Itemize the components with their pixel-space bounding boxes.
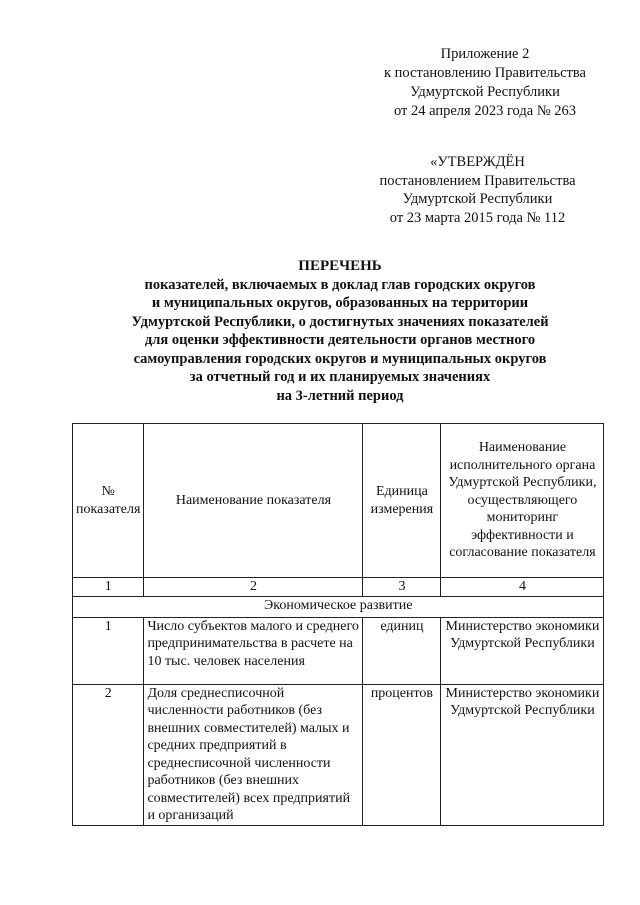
- table-row: [73, 684, 604, 825]
- header-num: № показателя: [73, 424, 144, 578]
- approved-line-1: «УТВЕРЖДЁН: [430, 154, 525, 170]
- table-row: [73, 617, 604, 684]
- row-num: 2: [73, 684, 144, 825]
- approved-line-3: Удмуртской Республики: [402, 191, 553, 207]
- approval-stamp-block: [345, 153, 610, 227]
- index-cell: 4: [441, 578, 604, 597]
- row-org: Министерство экономики Удмуртской Республики: [441, 684, 604, 825]
- document-title: [70, 257, 610, 405]
- annex-line-4: от 24 апреля 2023 года № 263: [393, 103, 577, 119]
- annex-line-2: к постановлению Правительства: [384, 65, 586, 81]
- row-num: 1: [73, 617, 144, 684]
- index-cell: 1: [73, 578, 144, 597]
- title-line: Удмуртской Республики, о достигнутых значениях показателей: [131, 313, 549, 330]
- title-line: показателей, включаемых в доклад глав городских округов: [144, 276, 536, 293]
- title-line: для оценки эффективности деятельности органов местного: [144, 332, 536, 348]
- index-cell: 3: [363, 578, 441, 597]
- annex-line-3: Удмуртской Республики: [410, 84, 560, 100]
- section-row: [73, 596, 604, 617]
- title-line: на 3-летний период: [276, 387, 404, 404]
- table-header-row: [73, 424, 604, 578]
- row-name: Число субъектов малого и среднего предпринимательства в расчете на 10 тыс. человек населения: [144, 617, 363, 684]
- column-index-row: [73, 578, 604, 597]
- approved-line-2: постановлением Правительства: [379, 172, 576, 189]
- header-name: Наименование показателя: [144, 424, 363, 578]
- annex-line-1: Приложение 2: [440, 46, 530, 62]
- row-unit: процентов: [363, 684, 441, 825]
- title-line: самоуправления городских округов и муниципальных округов: [133, 350, 547, 367]
- title-line: за отчетный год и их планируемых значениях: [189, 369, 491, 385]
- index-cell: 2: [144, 578, 363, 597]
- row-org: Министерство экономики Удмуртской Республики: [441, 617, 604, 684]
- header-org: Наименование исполнительного органа Удмуртской Республики, осуществляющего мониторинг эффективности и согласование показателя: [441, 424, 604, 578]
- row-name: Доля среднесписочной численности работников (без внешних совместителей) малых и средних предприятий в среднесписочной численности работников (без внешних совместителей) всех предприятий и организаций: [144, 684, 363, 825]
- annex-block: [355, 45, 615, 121]
- header-unit: Единица измерения: [363, 424, 441, 578]
- approved-line-4: от 23 марта 2015 года № 112: [389, 209, 566, 226]
- title-heading: ПЕРЕЧЕНЬ: [298, 258, 382, 274]
- indicators-table: [72, 423, 604, 826]
- section-title: Экономическое развитие: [73, 596, 604, 617]
- title-line: и муниципальных округов, образованных на территории: [151, 295, 529, 311]
- row-unit: единиц: [363, 617, 441, 684]
